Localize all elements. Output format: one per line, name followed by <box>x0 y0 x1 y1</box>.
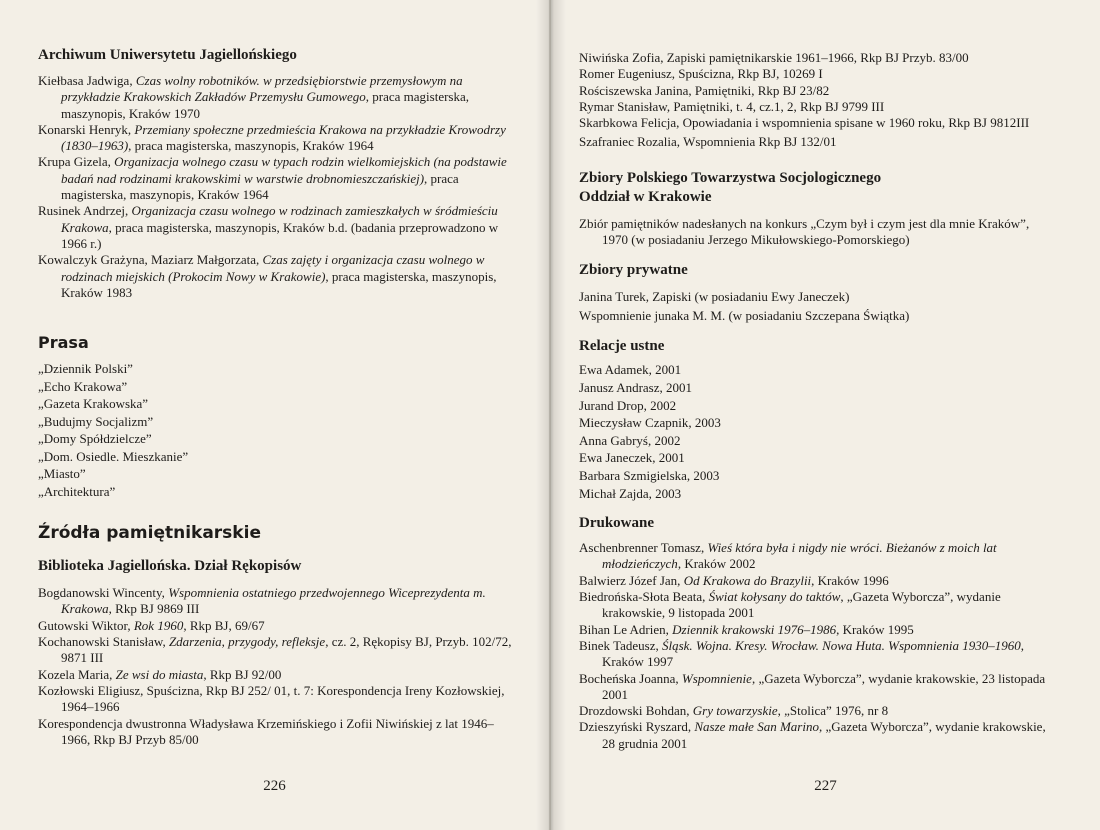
bib-entry: Balwierz Józef Jan, Od Krakowa do Brazylii, Kraków 1996 <box>579 572 889 588</box>
bib-entry: Bocheńska Joanna, Wspomnienie, „Gazeta Wyborcza”, wydanie krakowskie, 23 listopada 2001 <box>579 670 1046 702</box>
bib-entry: Szafraniec Rozalia, Wspomnienia Rkp BJ 132/01 <box>579 134 837 150</box>
left-page <box>0 0 549 830</box>
section-heading-zrodla: Źródła pamiętnikarskie <box>38 523 261 544</box>
bib-entry: Skarbkowa Felicja, Opowiadania i wspomnienia spisane w 1960 roku, Rkp BJ 9812III <box>579 115 1030 131</box>
section-heading-prasa: Prasa <box>38 333 89 353</box>
drukowane-entries <box>579 540 1048 752</box>
bib-entry: Dzieszyński Ryszard, Nasze małe San Marino, „Gazeta Wyborcza”, wydanie krakowskie, 28 grudnia 2001 <box>579 719 1046 751</box>
bib-entry: Rymar Stanisław, Pamiętniki, t. 4, cz.1, 2, Rkp BJ 9799 III <box>579 98 885 114</box>
list-item: Ewa Adamek, 2001 <box>579 362 682 378</box>
bib-entry: Kowalczyk Grażyna, Maziarz Małgorzata, Czas zajęty i organizacja czasu wolnego w rodzinach miejskich (Prokocim Nowy w Krakowie), praca magisterska, maszynopis, Kraków 1983 <box>38 252 497 300</box>
list-item: Anna Gabryś, 2002 <box>579 432 681 448</box>
list-item: „Domy Spółdzielcze” <box>38 431 152 447</box>
bib-entry: Binek Tadeusz, Śląsk. Wojna. Kresy. Wrocław. Nowa Huta. Wspomnienia 1930–1960, Kraków 1997 <box>579 637 1024 670</box>
bib-entry: Niwińska Zofia, Zapiski pamiętnikarskie 1961–1966, Rkp BJ Przyb. 83/00 <box>579 50 969 65</box>
list-item: Mieczysław Czapnik, 2003 <box>579 415 721 431</box>
bib-entry: Krupa Gizela, Organizacja wolnego czasu w typach rodzin wielkomiejskich (na podstawie badań nad rodzinami krakowskimi w warstwie drobnomieszczańskiej), praca magisterska, maszynopis, Kraków 1964 <box>38 154 507 203</box>
list-item: „Miasto” <box>38 466 86 482</box>
list-item: Jurand Drop, 2002 <box>579 397 677 413</box>
rekopisy-continued-entries <box>579 50 1048 151</box>
bib-entry: Wspomnienie junaka M. M. (w posiadaniu Szczepana Świątka) <box>579 308 910 324</box>
bib-entry: Janina Turek, Zapiski (w posiadaniu Ewy Janeczek) <box>579 289 850 305</box>
list-item: Ewa Janeczek, 2001 <box>579 450 685 466</box>
bib-entry: Kiełbasa Jadwiga, Czas wolny robotników. w przedsiębiorstwie przemysłowym na przykładzie Krakowskich Zakładów Przemysłu Gumowego, praca magisterska, maszynopis, Kraków 1970 <box>38 73 469 121</box>
bib-entry: Korespondencja dwustronna Władysława Krzemińskiego i Zofii Niwińskiej z lat 1946–1966, Rkp BJ Przyb 85/00 <box>38 715 494 747</box>
bib-entry: Konarski Henryk, Przemiany społeczne przedmieścia Krakowa na przykładzie Krowodrzy (1830–1963), praca magisterska, maszynopis, Kraków 1964 <box>38 121 506 154</box>
bib-entry: Biedrońska-Słota Beata, Świat kołysany do taktów, „Gazeta Wyborcza”, wydanie krakowskie, 9 listopada 2001 <box>579 589 1001 621</box>
section-heading-drukowane: Drukowane <box>579 515 655 532</box>
bib-entry: Drozdowski Bohdan, Gry towarzyskie, „Stolica” 1976, nr 8 <box>579 703 889 719</box>
archiwum-entries <box>38 73 513 301</box>
section-heading-biblioteka: Biblioteka Jagiellońska. Dział Rękopisów <box>38 558 302 575</box>
section-heading-zbiory-prywatne: Zbiory prywatne <box>579 262 688 279</box>
bib-entry: Rusinek Andrzej, Organizacja czasu wolnego w rodzinach zamieszkałych w śródmieściu Krakowa, praca magisterska, maszynopis, Kraków b.d. (badania przeprowadzono w 1966 r.) <box>38 203 499 251</box>
section-heading-archiwum: Archiwum Uniwersytetu Jagiellońskiego <box>38 47 297 63</box>
right-page <box>551 0 1100 830</box>
bib-entry: Rościszewska Janina, Pamiętniki, Rkp BJ 23/82 <box>579 82 830 98</box>
bib-entry: Zbiór pamiętników nadesłanych na konkurs „Czym był i czym jest dla mnie Kraków”, 1970 (w posiadaniu Jerzego Mikułowskiego-Pomorskiego) <box>579 215 1030 248</box>
page-number: 227 <box>814 778 837 794</box>
relacje-list <box>579 361 1048 502</box>
list-item: „Dziennik Polski” <box>38 361 133 377</box>
list-item: Michał Zajda, 2003 <box>579 485 682 501</box>
heading-line: Oddział w Krakowie <box>579 188 712 205</box>
list-item: „Echo Krakowa” <box>38 378 128 394</box>
prasa-list <box>38 360 513 500</box>
section-heading-zbiory-pts <box>579 169 1048 207</box>
bib-entry: Kozłowski Eligiusz, Spuścizna, Rkp BJ 252/ 01, t. 7: Korespondencja Ireny Kozłowskiej, 1964–1966 <box>38 682 505 715</box>
list-item: „Budujmy Socjalizm” <box>38 413 154 429</box>
list-item: Janusz Andrasz, 2001 <box>579 379 693 395</box>
heading-line: Zbiory Polskiego Towarzystwa Socjologicznego <box>579 169 882 186</box>
bib-entry: Gutowski Wiktor, Rok 1960, Rkp BJ, 69/67 <box>38 617 265 633</box>
bib-entry: Bogdanowski Wincenty, Wspomnienia ostatniego przedwojennego Wiceprezydenta m. Krakowa, Rkp BJ 9869 III <box>38 585 486 617</box>
bib-entry: Kochanowski Stanisław, Zdarzenia, przygody, refleksje, cz. 2, Rękopisy BJ, Przyb. 102/72, 9871 III <box>38 634 512 666</box>
list-item: Barbara Szmigielska, 2003 <box>579 467 720 483</box>
list-item: „Architektura” <box>38 483 116 499</box>
biblioteka-entries <box>38 585 513 748</box>
bib-entry: Kozela Maria, Ze wsi do miasta, Rkp BJ 92/00 <box>38 666 282 682</box>
list-item: „Gazeta Krakowska” <box>38 396 149 412</box>
section-heading-relacje: Relacje ustne <box>579 338 665 355</box>
list-item: „Dom. Osiedle. Mieszkanie” <box>38 448 189 464</box>
bib-entry: Romer Eugeniusz, Spuścizna, Rkp BJ, 10269 I <box>579 66 823 82</box>
bib-entry: Bihan Le Adrien, Dziennik krakowski 1976–1986, Kraków 1995 <box>579 621 914 637</box>
bib-entry: Aschenbrenner Tomasz, Wieś która była i nigdy nie wróci. Bieżanów z moich lat młodzieńczych, Kraków 2002 <box>579 540 997 572</box>
page-number: 226 <box>263 778 286 794</box>
